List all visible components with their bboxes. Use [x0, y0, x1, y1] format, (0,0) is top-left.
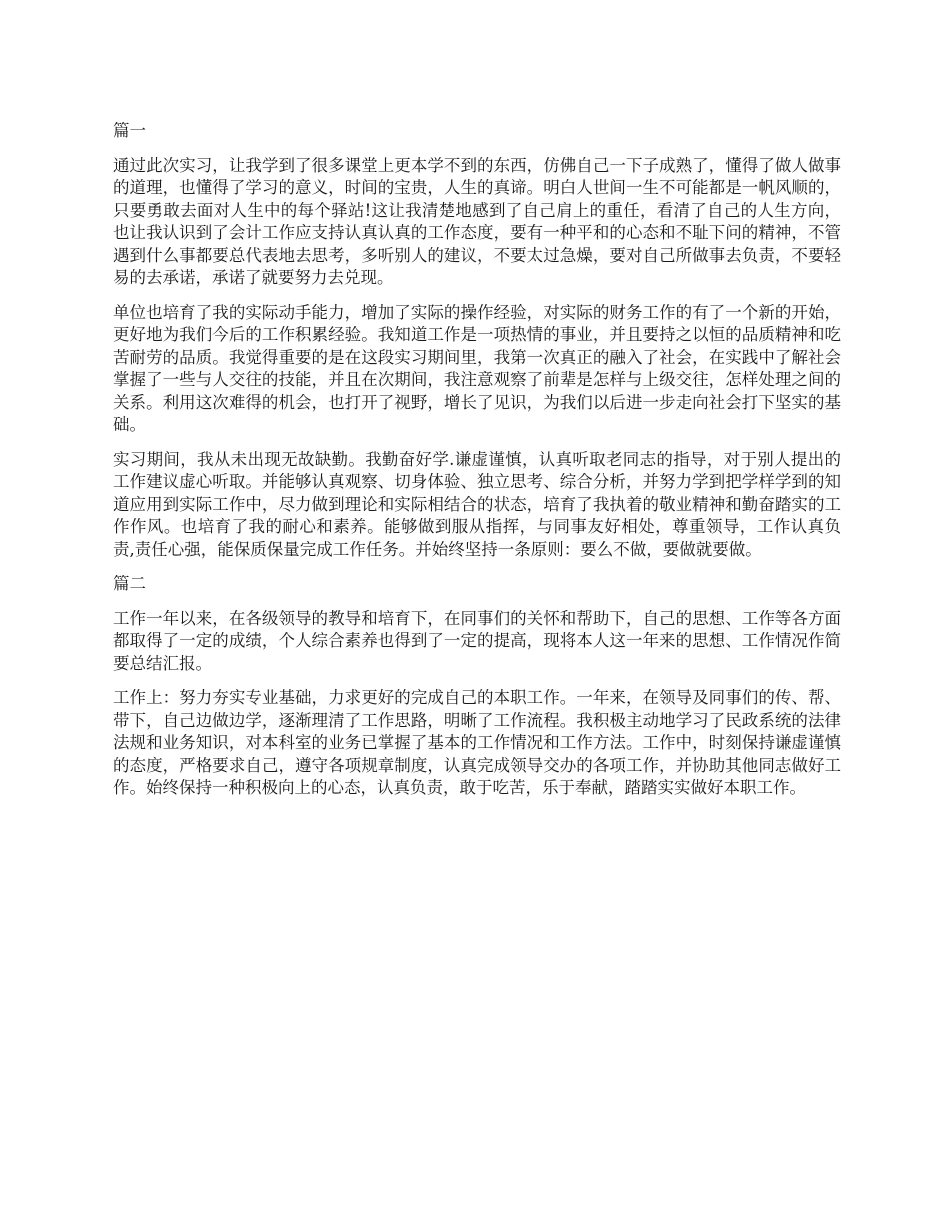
- paragraph: 实习期间，我从未出现无故缺勤。我勤奋好学.谦虚谨慎，认真听取老同志的指导，对于别人提出的工作建议虚心听取。并能够认真观察、切身体验、独立思考、综合分析，并努力学到把学样学到的知道应用到实际工作中，尽力做到理论和实际相结合的状态，培育了我执着的敬业精神和勤奋踏实的工作作风。也培育了我的耐心和素养。能够做到服从指挥，与同事友好相处，尊重领导，工作认真负责,责任心强，能保质保量完成工作任务。并始终坚持一条原则：要么不做，要做就要做。: [113, 449, 841, 559]
- section-2: [113, 573, 841, 800]
- paragraph: 通过此次实习，让我学到了很多课堂上更本学不到的东西，仿佛自己一下子成熟了，懂得了做人做事的道理，也懂得了学习的意义，时间的宝贵，人生的真谛。明白人世间一生不可能都是一帆风顺的，只要勇敢去面对人生中的每个驿站!这让我清楚地感到了自己肩上的重任，看清了自己的人生方向，也让我认识到了会计工作应支持认真认真的工作态度，要有一种平和的心态和不耻下问的精神，不管遇到什么事都要总代表地去思考，多听别人的建议，不要太过急燥，要对自己所做事去负责，不要轻易的去承诺，承诺了就要努力去兑现。: [113, 155, 841, 287]
- paragraph: 工作一年以来，在各级领导的教导和培育下，在同事们的关怀和帮助下，自己的思想、工作等各方面都取得了一定的成绩，个人综合素养也得到了一定的提高，现将本人这一年来的思想、工作情况作简要总结汇报。: [113, 608, 841, 673]
- section-title: 篇一: [113, 121, 146, 140]
- section-title: 篇二: [113, 574, 146, 593]
- section-1: [113, 120, 841, 561]
- paragraph: 单位也培育了我的实际动手能力，增加了实际的操作经验，对实际的财务工作的有了一个新的开始，更好地为我们今后的工作积累经验。我知道工作是一项热情的事业，并且要持之以恒的品质精神和吃苦耐劳的品质。我觉得重要的是在这段实习期间里，我第一次真正的融入了社会，在实践中了解社会掌握了一些与人交往的技能，并且在次期间，我注意观察了前辈是怎样与上级交往，怎样处理之间的关系。利用这次难得的机会，也打开了视野，增长了见识，为我们以后进一步走向社会打下坚实的基础。: [113, 302, 841, 434]
- document-page: [113, 120, 841, 812]
- paragraph: 工作上：努力夯实专业基础，力求更好的完成自己的本职工作。一年来，在领导及同事们的传、帮、带下，自己边做边学，逐渐理清了工作思路，明晰了工作流程。我积极主动地学习了民政系统的法律法规和业务知识，对本科室的业务已掌握了基本的工作情况和工作方法。工作中，时刻保持谦虚谨慎的态度，严格要求自己，遵守各项规章制度，认真完成领导交办的各项工作，并协助其他同志做好工作。始终保持一种积极向上的心态，认真负责，敢于吃苦，乐于奉献，踏踏实实做好本职工作。: [113, 688, 841, 797]
